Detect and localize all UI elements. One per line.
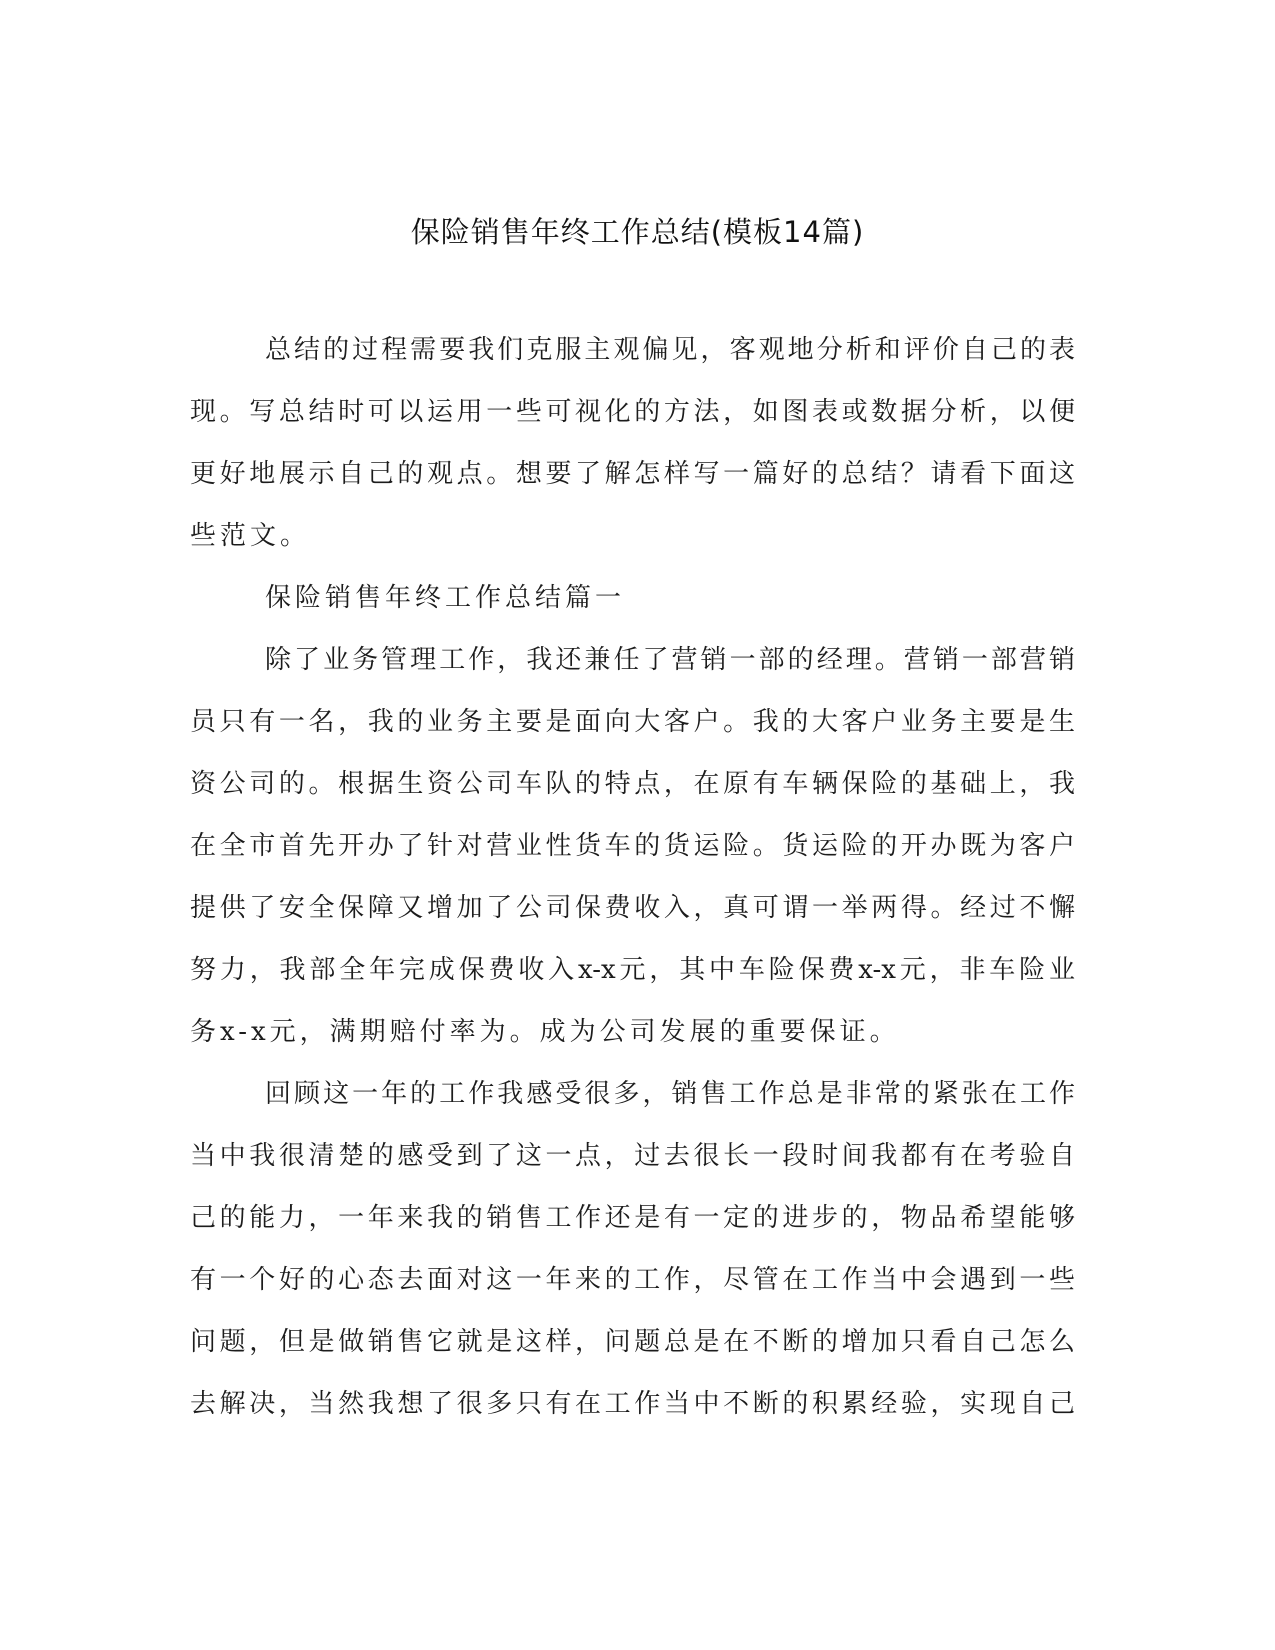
- paragraph-line: 现。写总结时可以运用一些可视化的方法，如图表或数据分析，以便: [190, 397, 1075, 427]
- paragraph-line: 问题，但是做销售它就是这样，问题总是在不断的增加只看自己怎么: [190, 1327, 1075, 1357]
- paragraph-line: 员只有一名，我的业务主要是面向大客户。我的大客户业务主要是生: [190, 707, 1075, 737]
- paragraph-line: 提供了安全保障又增加了公司保费收入，真可谓一举两得。经过不懈: [190, 893, 1075, 923]
- paragraph-line: 总结的过程需要我们克服主观偏见，客观地分析和评价自己的表: [265, 335, 1075, 365]
- paragraph-line: 回顾这一年的工作我感受很多，销售工作总是非常的紧张在工作: [265, 1079, 1075, 1109]
- paragraph-line: 务x-x元，满期赔付率为。成为公司发展的重要保证。: [190, 1017, 900, 1047]
- paragraph-line: 些范文。: [190, 521, 311, 551]
- paragraph-line: 在全市首先开办了针对营业性货车的货运险。货运险的开办既为客户: [190, 831, 1075, 861]
- paragraph-line: 当中我很清楚的感受到了这一点，过去很长一段时间我都有在考验自: [190, 1141, 1075, 1171]
- paragraph-line: 努力，我部全年完成保费收入x-x元，其中车险保费x-x元，非车险业: [190, 955, 1075, 985]
- section-heading: 保险销售年终工作总结篇一: [265, 583, 626, 613]
- paragraph-line: 资公司的。根据生资公司车队的特点，在原有车辆保险的基础上，我: [190, 769, 1075, 799]
- paragraph-line: 去解决，当然我想了很多只有在工作当中不断的积累经验，实现自己: [190, 1389, 1075, 1419]
- document-body: [190, 330, 1075, 1446]
- paragraph-line: 有一个好的心态去面对这一年来的工作，尽管在工作当中会遇到一些: [190, 1265, 1075, 1295]
- document-title: 保险销售年终工作总结(模板14篇): [410, 215, 865, 249]
- paragraph-line: 己的能力，一年来我的销售工作还是有一定的进步的，物品希望能够: [190, 1203, 1075, 1233]
- paragraph-line: 更好地展示自己的观点。想要了解怎样写一篇好的总结？请看下面这: [190, 459, 1075, 489]
- paragraph-line: 除了业务管理工作，我还兼任了营销一部的经理。营销一部营销: [265, 645, 1075, 675]
